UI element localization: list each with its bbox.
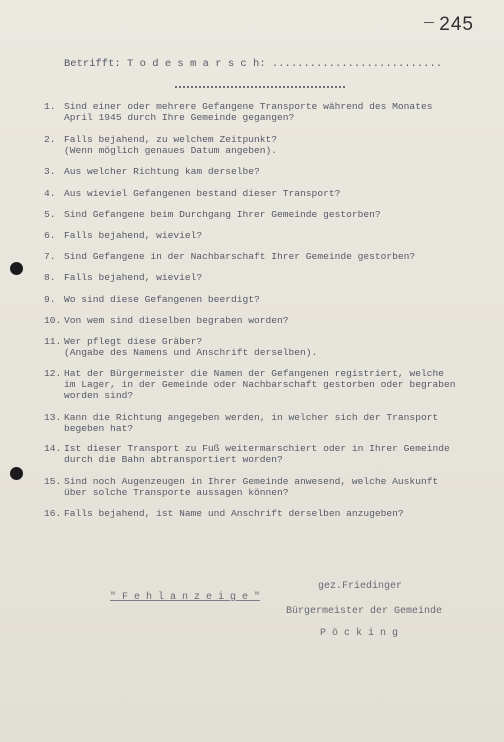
question-number: 16. (44, 508, 62, 519)
question-text: Aus wieviel Gefangenen bestand dieser Transport? (64, 188, 341, 199)
question-number: 8. (44, 272, 56, 283)
question-number: 13. (44, 412, 62, 423)
punch-hole-top (10, 262, 23, 275)
question-text: Hat der Bürgermeister die Namen der Gefangenen registriert, welche im Lager, in der Gemeinde oder Nachbarschaft gestorben oder begraben worden sind? (64, 368, 456, 401)
question-text: Falls bejahend, wieviel? (64, 272, 203, 283)
fehlanzeige-text: " F e h l a n z e i g e " (110, 592, 261, 603)
signature-place: P ö c k i n g (320, 628, 399, 639)
question-number: 2. (44, 134, 56, 145)
question-text: Aus welcher Richtung kam derselbe? (64, 166, 260, 177)
question-number: 14. (44, 443, 62, 454)
question-number: 12. (44, 368, 62, 379)
page-number: 245 (439, 14, 474, 35)
question-text: Sind Gefangene beim Durchgang Ihrer Gemeinde gestorben? (64, 209, 381, 220)
question-text: Sind Gefangene in der Nachbarschaft Ihrer Gemeinde gestorben? (64, 251, 416, 262)
question-text: Ist dieser Transport zu Fuß weitermarschiert oder in Ihrer Gemeinde durch die Bahn abtransportiert worden? (64, 443, 450, 465)
question-number: 3. (44, 166, 56, 177)
question-text: Von wem sind dieselben begraben worden? (64, 315, 289, 326)
signature-title: Bürgermeister der Gemeinde (286, 606, 443, 617)
question-text: Sind noch Augenzeugen in Ihrer Gemeinde anwesend, welche Auskunft über solche Transporte aussagen können? (64, 476, 439, 498)
question-text: Wo sind diese Gefangenen beerdigt? (64, 294, 260, 305)
question-number: 11. (44, 336, 62, 347)
question-text: Falls bejahend, zu welchem Zeitpunkt? (Wenn möglich genaues Datum angeben). (64, 134, 278, 156)
question-text: Sind einer oder mehrere Gefangene Transporte während des Monates April 1945 durch Ihre Gemeinde gegangen? (64, 101, 433, 123)
question-text: Falls bejahend, ist Name und Anschrift derselben anzugeben? (64, 508, 404, 519)
subject-underline-dots (175, 86, 345, 88)
question-text: Wer pflegt diese Gräber? (Angabe des Namens und Anschrift derselben). (64, 336, 318, 358)
punch-hole-bottom (10, 467, 23, 480)
question-text: Falls bejahend, wieviel? (64, 230, 203, 241)
question-number: 4. (44, 188, 56, 199)
fehlanzeige-line (86, 581, 260, 614)
question-number: 9. (44, 294, 56, 305)
question-number: 5. (44, 209, 56, 220)
question-number: 6. (44, 230, 56, 241)
question-number: 10. (44, 315, 62, 326)
signature-name: gez.Friedinger (318, 581, 403, 592)
page-number-dash (424, 22, 434, 23)
question-text: Kann die Richtung angegeben werden, in welcher sich der Transport begeben hat? (64, 412, 439, 434)
question-number: 7. (44, 251, 56, 262)
subject-line: Betrifft: T o d e s m a r s c h: ........................... (64, 58, 443, 70)
question-number: 15. (44, 476, 62, 487)
question-number: 1. (44, 101, 56, 112)
